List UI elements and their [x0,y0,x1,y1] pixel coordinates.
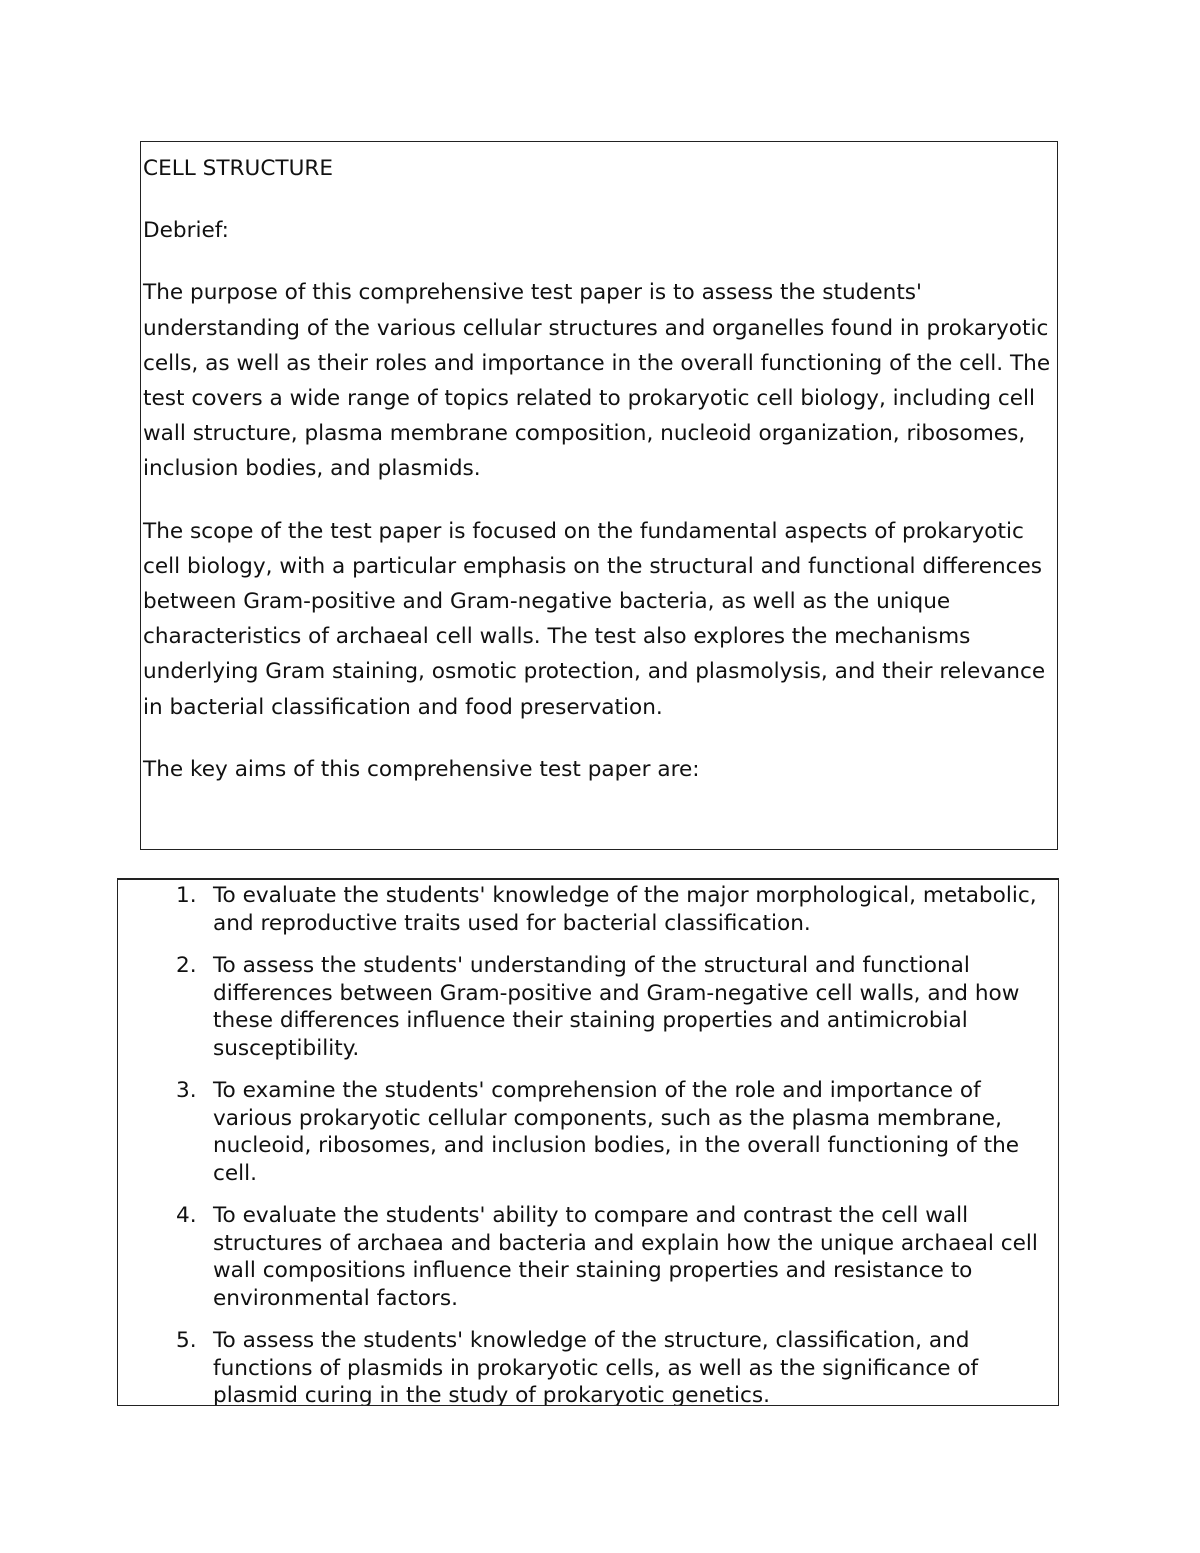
aims-list [118,882,1058,1406]
document-title: CELL STRUCTURE [143,156,334,181]
aim-text: To evaluate the students' ability to compare and contrast the cell wall structures of archaea and bacteria and explain how the unique archaeal cell wall compositions influence their staining properties and resistance to environmental factors. [213,1203,1038,1311]
aim-item [118,952,1058,1062]
aim-number: 5. [176,1328,197,1353]
aim-item [118,1202,1058,1312]
aim-text: To assess the students' understanding of the structural and functional differences between Gram-positive and Gram-negative cell walls, and how these differences influence their staining properties and antimicrobial susceptibility. [213,953,1020,1061]
aim-text: To examine the students' comprehension of the role and importance of various prokaryotic cellular components, such as the plasma membrane, nucleoid, ribosomes, and inclusion bodies, in the overall functioning of the cell. [213,1078,1020,1186]
aim-text: To evaluate the students' knowledge of the major morphological, metabolic, and reproductive traits used for bacterial classification. [213,883,1037,936]
aim-item [118,1327,1058,1406]
aim-item [118,1077,1058,1187]
scope-paragraph: The scope of the test paper is focused on the fundamental aspects of prokaryotic cell biology, with a particular emphasis on the structural and functional differences between Gram-positive and Gram-negative bacteria, as well as the unique characteristics of archaeal cell walls. The test also explores the mechanisms underlying Gram staining, osmotic protection, and plasmolysis, and their relevance in bacterial classification and food preservation. [143,518,1046,720]
aims-intro: The key aims of this comprehensive test paper are: [143,756,700,782]
aim-text: To assess the students' knowledge of the structure, classification, and functions of plasmids in prokaryotic cells, as well as the significance of plasmid curing in the study of prokaryotic genetics. [213,1328,979,1406]
debrief-label: Debrief: [143,218,229,244]
aims-section [117,878,1059,1406]
debrief-section [140,141,1058,850]
aim-item [118,882,1058,937]
aim-number: 1. [176,883,197,908]
aim-number: 4. [176,1203,197,1228]
purpose-paragraph: The purpose of this comprehensive test paper is to assess the students' understanding of the various cellular structures and organelles found in prokaryotic cells, as well as their roles and importance in the overall functioning of the cell. The test covers a wide range of topics related to prokaryotic cell biology, including cell wall structure, plasma membrane composition, nucleoid organization, ribosomes, inclusion bodies, and plasmids. [143,280,1051,482]
aim-number: 3. [176,1078,197,1103]
aim-number: 2. [176,953,197,978]
